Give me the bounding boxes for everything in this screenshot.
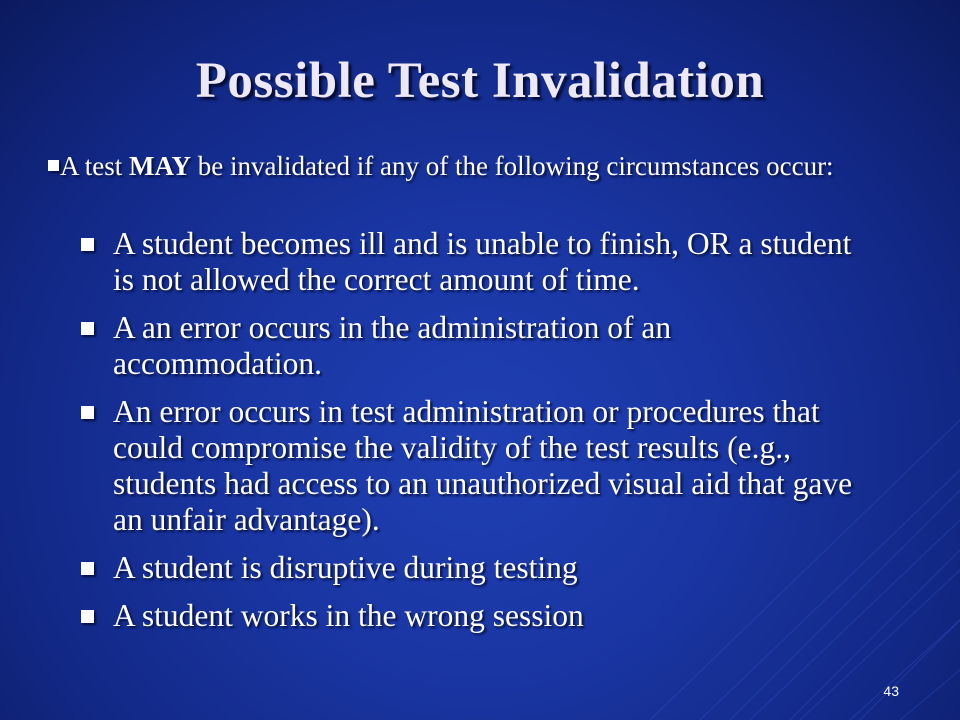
square-bullet-icon: [81, 238, 94, 251]
square-bullet-icon: [81, 406, 94, 419]
list-item: [79, 394, 879, 538]
list-item-text: An error occurs in test administration or procedures that could compromise the validity of the test results (e.g., students had access to an unauthorized visual aid that gave an unfair advantage).: [113, 394, 853, 537]
slide-title: Possible Test Invalidation: [195, 53, 765, 109]
square-bullet-icon: [81, 322, 94, 335]
list-item: [79, 226, 879, 298]
list-item-text: A an error occurs in the administration of an accommodation.: [113, 310, 672, 381]
square-bullet-icon: [81, 610, 94, 623]
page-number: 43: [883, 683, 899, 699]
circumstance-list: [79, 226, 879, 646]
list-item: [79, 310, 879, 382]
intro-suffix: be invalidated if any of the following circumstances occur:: [191, 151, 834, 181]
intro-paragraph: [48, 150, 908, 183]
list-item: [79, 550, 879, 586]
square-bullet-icon: [81, 562, 94, 575]
list-item-text: A student works in the wrong session: [113, 598, 584, 633]
list-item: [79, 598, 879, 634]
square-bullet-icon: [48, 160, 59, 171]
list-item-text: A student becomes ill and is unable to finish, OR a student is not allowed the correct amount of time.: [113, 226, 852, 297]
list-item-text: A student is disruptive during testing: [113, 550, 578, 585]
intro-prefix: A test: [60, 151, 130, 181]
intro-emphasis: MAY: [129, 151, 192, 181]
